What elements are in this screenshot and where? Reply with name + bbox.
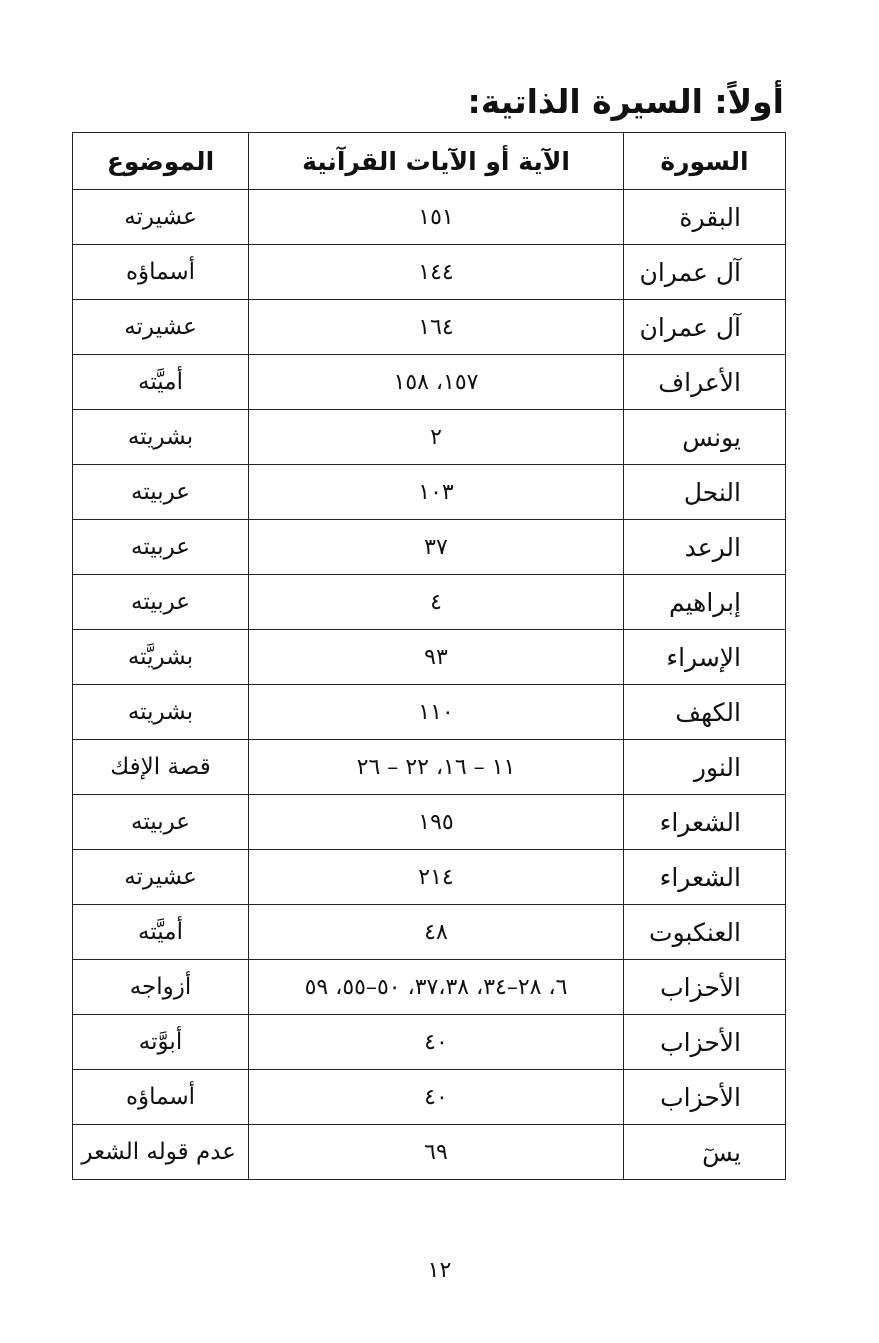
surah-cell: الأحزاب	[624, 1070, 786, 1125]
topic-cell: عربيته	[73, 520, 249, 575]
surah-cell: يونس	[624, 410, 786, 465]
table-row	[73, 300, 786, 355]
verses-cell: ١٠٣	[249, 465, 624, 520]
surah-cell: الرعد	[624, 520, 786, 575]
verses-cell: ٤٠	[249, 1015, 624, 1070]
quran-verses-table	[72, 132, 786, 1180]
topic-cell: عربيته	[73, 465, 249, 520]
surah-cell: الشعراء	[624, 850, 786, 905]
table-row	[73, 1125, 786, 1180]
verses-cell: ٤٠	[249, 1070, 624, 1125]
topic-cell: عشيرته	[73, 850, 249, 905]
table-row	[73, 740, 786, 795]
surah-cell: يسٓ	[624, 1125, 786, 1180]
topic-cell: أبوَّته	[73, 1015, 249, 1070]
surah-cell: الإسراء	[624, 630, 786, 685]
surah-cell: الأحزاب	[624, 960, 786, 1015]
table-header-row	[73, 133, 786, 190]
surah-cell: الأعراف	[624, 355, 786, 410]
header-verses: الآية أو الآيات القرآنية	[249, 133, 624, 190]
table-row	[73, 630, 786, 685]
topic-cell: أميَّته	[73, 905, 249, 960]
table-row	[73, 520, 786, 575]
table-row	[73, 850, 786, 905]
topic-cell: عدم قوله الشعر	[73, 1125, 249, 1180]
table-row	[73, 795, 786, 850]
verses-cell: ١٤٤	[249, 245, 624, 300]
topic-cell: بشريته	[73, 685, 249, 740]
surah-cell: البقرة	[624, 190, 786, 245]
topic-cell: قصة الإفك	[73, 740, 249, 795]
verses-cell: ١١ – ١٦، ٢٢ – ٢٦	[249, 740, 624, 795]
verses-cell: ١٥١	[249, 190, 624, 245]
surah-cell: الكهف	[624, 685, 786, 740]
topic-cell: عشيرته	[73, 190, 249, 245]
section-heading: أولاً: السيرة الذاتية:	[467, 82, 784, 121]
table-row	[73, 465, 786, 520]
verses-cell: ١١٠	[249, 685, 624, 740]
table-row	[73, 190, 786, 245]
surah-cell: آل عمران	[624, 300, 786, 355]
verses-cell: ١٥٧، ١٥٨	[249, 355, 624, 410]
topic-cell: عربيته	[73, 795, 249, 850]
table-row	[73, 685, 786, 740]
verses-cell: ١٩٥	[249, 795, 624, 850]
surah-cell: الأحزاب	[624, 1015, 786, 1070]
surah-cell: النحل	[624, 465, 786, 520]
verses-cell: ٣٧	[249, 520, 624, 575]
topic-cell: أسماؤه	[73, 245, 249, 300]
verses-cell: ٩٣	[249, 630, 624, 685]
table-row	[73, 1015, 786, 1070]
verses-cell: ٢	[249, 410, 624, 465]
topic-cell: أزواجه	[73, 960, 249, 1015]
table-row	[73, 905, 786, 960]
table-row	[73, 245, 786, 300]
table-body	[73, 190, 786, 1180]
topic-cell: أسماؤه	[73, 1070, 249, 1125]
table-row	[73, 1070, 786, 1125]
surah-cell: الشعراء	[624, 795, 786, 850]
header-surah: السورة	[624, 133, 786, 190]
surah-cell: النور	[624, 740, 786, 795]
table-row	[73, 410, 786, 465]
verses-cell: ١٦٤	[249, 300, 624, 355]
topic-cell: أميَّته	[73, 355, 249, 410]
surah-cell: آل عمران	[624, 245, 786, 300]
topic-cell: عشيرته	[73, 300, 249, 355]
verses-cell: ٤٨	[249, 905, 624, 960]
page-number: ١٢	[427, 1258, 452, 1283]
topic-cell: بشريته	[73, 410, 249, 465]
topic-cell: بشريَّته	[73, 630, 249, 685]
topic-cell: عربيته	[73, 575, 249, 630]
verses-cell: ٦، ٢٨–٣٤، ٣٧،٣٨، ٥٠–٥٥، ٥٩	[249, 960, 624, 1015]
verses-cell: ٢١٤	[249, 850, 624, 905]
surah-cell: إبراهيم	[624, 575, 786, 630]
table-row	[73, 575, 786, 630]
header-topic: الموضوع	[73, 133, 249, 190]
table-row	[73, 355, 786, 410]
verses-cell: ٦٩	[249, 1125, 624, 1180]
verses-cell: ٤	[249, 575, 624, 630]
surah-cell: العنكبوت	[624, 905, 786, 960]
table-row	[73, 960, 786, 1015]
